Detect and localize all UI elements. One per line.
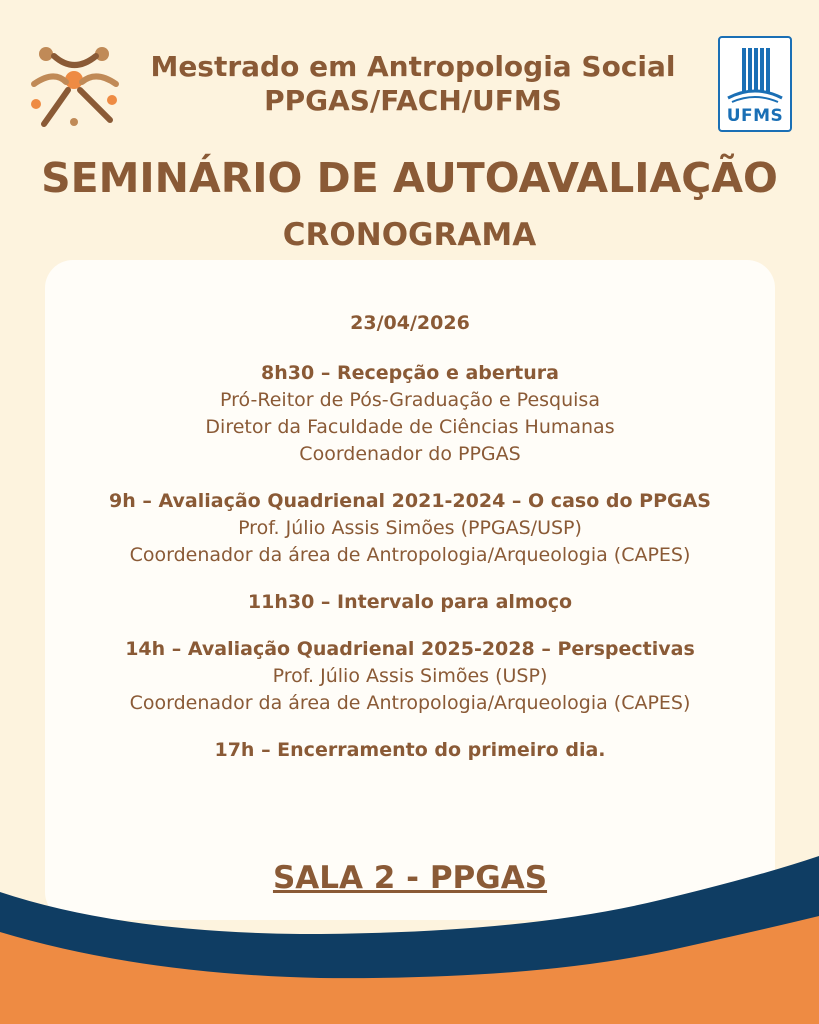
ppgas-logo-icon	[24, 34, 124, 134]
schedule-item-detail: Pró-Reitor de Pós-Graduação e Pesquisa	[220, 389, 600, 411]
schedule-item-title: 8h30 – Recepção e abertura	[261, 362, 559, 384]
schedule-item	[45, 488, 775, 569]
program-acronym: PPGAS/FACH/UFMS	[264, 84, 562, 117]
schedule-item	[45, 589, 775, 616]
ufms-logo	[718, 36, 792, 132]
schedule-item-title: 17h – Encerramento do primeiro dia.	[214, 739, 606, 761]
page-subtitle: CRONOGRAMA	[282, 217, 537, 253]
room-location: SALA 2 - PPGAS	[272, 860, 548, 896]
schedule-item-detail: Coordenador da área de Antropologia/Arqueologia (CAPES)	[129, 544, 691, 566]
schedule-item-title: 9h – Avaliação Quadrienal 2021-2024 – O caso do PPGAS	[109, 490, 711, 512]
program-header	[128, 50, 698, 118]
event-date: 23/04/2026	[350, 312, 470, 334]
schedule-item-detail: Coordenador do PPGAS	[299, 443, 521, 465]
schedule-item	[45, 360, 775, 468]
schedule-item	[45, 737, 775, 764]
schedule-item-detail: Prof. Júlio Assis Simões (USP)	[272, 665, 548, 687]
schedule-item-title: 11h30 – Intervalo para almoço	[247, 591, 573, 613]
schedule-content	[45, 306, 775, 764]
page-title: SEMINÁRIO DE AUTOAVALIAÇÃO	[41, 154, 778, 202]
schedule-item-detail: Coordenador da área de Antropologia/Arqueologia (CAPES)	[129, 692, 691, 714]
schedule-item	[45, 636, 775, 717]
schedule-item-detail: Prof. Júlio Assis Simões (PPGAS/USP)	[238, 517, 582, 539]
ufms-building-icon	[720, 40, 790, 110]
ufms-logo-text: UFMS	[726, 106, 784, 126]
schedule-item-detail: Diretor da Faculdade de Ciências Humanas	[205, 416, 615, 438]
program-name: Mestrado em Antropologia Social	[150, 50, 676, 83]
schedule-item-title: 14h – Avaliação Quadrienal 2025-2028 – Perspectivas	[125, 638, 695, 660]
